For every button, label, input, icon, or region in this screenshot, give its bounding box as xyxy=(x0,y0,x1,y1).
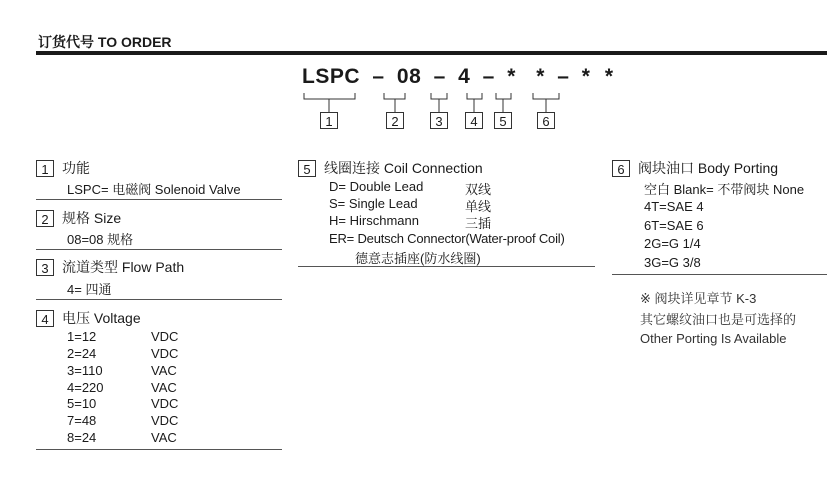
position-number-4: 4 xyxy=(465,112,483,129)
divider xyxy=(298,266,595,267)
voltage-item xyxy=(67,430,96,445)
porting-item: 3G=G 3/8 xyxy=(644,255,701,270)
position-number-1: 1 xyxy=(320,112,338,129)
section-title-text: 规格 Size xyxy=(62,210,122,226)
code-segment-voltage: * xyxy=(507,65,516,88)
item-code: 8=24 xyxy=(67,430,97,445)
item-code: D= xyxy=(329,179,346,194)
page-heading: 订货代号 TO ORDER xyxy=(38,34,172,50)
coil-item xyxy=(329,231,565,246)
voltage-type: VAC xyxy=(151,363,177,378)
voltage-type: VDC xyxy=(151,346,179,361)
code-segment-series: LSPC xyxy=(302,65,361,88)
section-number: 1 xyxy=(36,160,54,177)
code-dash: – xyxy=(557,65,570,88)
position-number-2: 2 xyxy=(386,112,404,129)
item-desc: 不带阀块 None xyxy=(717,182,805,197)
position-number-3: 3 xyxy=(430,112,448,129)
item-code: 08=08 xyxy=(67,232,104,247)
voltage-type: VDC xyxy=(151,329,179,344)
section-size-title xyxy=(36,208,121,228)
voltage-item xyxy=(67,396,96,411)
section-title-text: 阀块油口 Body Porting xyxy=(638,160,779,176)
section-voltage-title xyxy=(36,308,141,328)
section-number: 4 xyxy=(36,310,54,327)
porting-item: 4T=SAE 4 xyxy=(644,199,704,214)
divider xyxy=(36,249,282,250)
item-code: ER= xyxy=(329,231,355,246)
item-code: 4=220 xyxy=(67,380,104,395)
voltage-item xyxy=(67,413,96,428)
coil-item-cn: 德意志插座(防水线圈) xyxy=(355,251,481,266)
item-desc: Deutsch Connector(Water-proof Coil) xyxy=(357,231,565,246)
code-segment-coil: * xyxy=(536,65,545,88)
coil-item xyxy=(329,179,423,194)
voltage-item xyxy=(67,380,104,395)
section-porting-title xyxy=(612,158,778,178)
code-segment-size: 08 xyxy=(396,65,422,88)
section-title-text: 线圈连接 Coil Connection xyxy=(324,160,483,176)
voltage-type: VDC xyxy=(151,413,179,428)
code-dash: – xyxy=(372,65,385,88)
coil-item xyxy=(329,196,418,211)
voltage-item xyxy=(67,346,96,361)
item-desc: Single Lead xyxy=(348,196,418,211)
code-dash: – xyxy=(482,65,495,88)
porting-item: 2G=G 1/4 xyxy=(644,236,701,251)
voltage-item xyxy=(67,329,96,344)
divider xyxy=(36,299,282,300)
code-segment-porting-a: * xyxy=(581,65,591,88)
code-segment-porting-b: * xyxy=(604,65,614,88)
item-code: 1=12 xyxy=(67,329,97,344)
coil-item-cn: 单线 xyxy=(465,199,492,214)
code-dash: – xyxy=(433,65,446,88)
divider xyxy=(612,274,827,275)
section-number: 6 xyxy=(612,160,630,177)
position-number-5: 5 xyxy=(494,112,512,129)
item-desc: 四通 xyxy=(85,282,112,297)
voltage-type: VAC xyxy=(151,430,177,445)
item-code: H= xyxy=(329,213,346,228)
item-code: 7=48 xyxy=(67,413,97,428)
item-desc: Double Lead xyxy=(349,179,424,194)
voltage-item xyxy=(67,363,103,378)
coil-item-cn: 三插 xyxy=(465,216,492,231)
flow-item xyxy=(67,279,111,298)
section-function-title xyxy=(36,158,90,178)
porting-item xyxy=(644,179,804,198)
section-number: 5 xyxy=(298,160,316,177)
item-code: 空白 Blank= xyxy=(644,182,714,197)
item-code: 3=110 xyxy=(67,363,103,378)
porting-note: 其它螺纹油口也是可选择的 xyxy=(640,312,797,327)
item-code: LSPC= xyxy=(67,182,109,197)
porting-note: ※ 阀块详见章节 K-3 xyxy=(640,291,757,306)
divider xyxy=(36,199,282,200)
item-code: S= xyxy=(329,196,346,211)
section-title-text: 功能 xyxy=(62,160,90,176)
coil-item-cn: 双线 xyxy=(465,182,492,197)
code-segment-flow: 4 xyxy=(458,65,471,88)
item-code: 5=10 xyxy=(67,396,97,411)
code-brackets xyxy=(0,0,833,140)
item-desc: 电磁阀 Solenoid Valve xyxy=(112,182,241,197)
item-code: 4= xyxy=(67,282,82,297)
section-coil-title xyxy=(298,158,483,178)
item-desc: Hirschmann xyxy=(349,213,419,228)
section-title-text: 电压 Voltage xyxy=(62,310,141,326)
section-flow-title xyxy=(36,257,184,277)
porting-note: Other Porting Is Available xyxy=(640,331,787,346)
coil-item xyxy=(329,213,419,228)
item-desc: 规格 xyxy=(107,232,134,247)
voltage-type: VDC xyxy=(151,396,179,411)
function-item xyxy=(67,179,241,198)
section-title-text: 流道类型 Flow Path xyxy=(62,259,185,275)
size-item xyxy=(67,229,133,248)
section-number: 2 xyxy=(36,210,54,227)
divider xyxy=(36,449,282,450)
voltage-type: VAC xyxy=(151,380,177,395)
section-number: 3 xyxy=(36,259,54,276)
porting-item: 6T=SAE 6 xyxy=(644,218,704,233)
position-number-6: 6 xyxy=(537,112,555,129)
item-code: 2=24 xyxy=(67,346,97,361)
